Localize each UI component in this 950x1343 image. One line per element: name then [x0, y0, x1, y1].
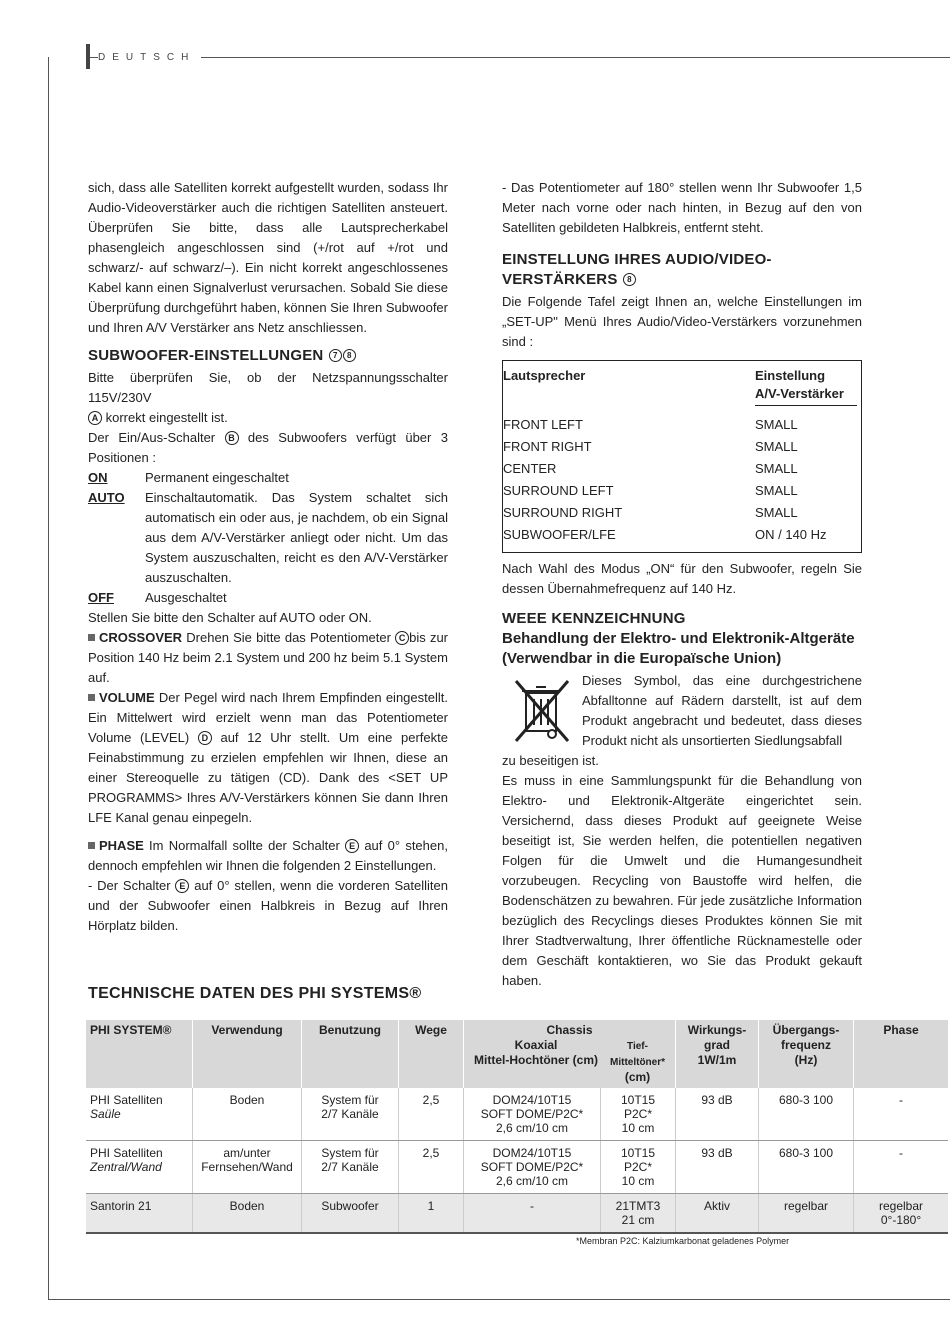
mark-e: E	[345, 839, 359, 853]
crossover-text-2: bis zur Position 140 Hz beim 2.1 System und 200 hz beim 5.1 System auf.	[88, 630, 449, 685]
settings-speaker: FRONT RIGHT	[503, 439, 592, 454]
th-use: Verwendung	[193, 1020, 302, 1088]
cell-system	[86, 1194, 193, 1234]
mark-e: E	[175, 879, 189, 893]
crossover-text: Drehen Sie bitte das Potentiometer	[186, 630, 391, 645]
woofer-2: P2C*	[623, 1160, 652, 1174]
woofer-1: 21TMT3	[615, 1199, 661, 1213]
th-crossover-3: (Hz)	[794, 1053, 818, 1067]
th-efficiency	[676, 1020, 759, 1088]
th-woofer	[604, 1038, 671, 1085]
cell-coax	[464, 1088, 601, 1141]
settings-value: ON / 140 Hz	[755, 527, 827, 542]
cell-phase	[854, 1194, 949, 1234]
settings-speaker: SURROUND RIGHT	[503, 505, 623, 520]
settings-table	[502, 360, 862, 553]
cell-efficiency: 93 dB	[676, 1088, 759, 1141]
cell-crossover: 680-3 100	[759, 1088, 854, 1141]
coax-2: SOFT DOME/P2C*	[480, 1160, 584, 1174]
coax-3: 2,6 cm/10 cm	[495, 1174, 569, 1188]
system-sub: Saüle	[90, 1107, 121, 1121]
settings-row	[503, 502, 861, 524]
mode-text: Permanent eingeschaltet	[145, 470, 289, 485]
settings-header-setting-1: Einstellung	[755, 368, 826, 383]
settings-row	[503, 414, 861, 436]
coax-3: 2,6 cm/10 cm	[495, 1121, 569, 1135]
tech-row	[86, 1141, 948, 1194]
left-column	[88, 178, 448, 936]
th-efficiency-2: grad	[703, 1038, 730, 1052]
cell-phase	[854, 1088, 949, 1141]
use-1: Boden	[229, 1093, 265, 1107]
cell-usage: Subwoofer	[302, 1194, 399, 1234]
av-heading	[502, 250, 862, 290]
voltage-text-2: korrekt eingestellt ist.	[105, 410, 228, 425]
right-column	[502, 178, 862, 991]
cell-use	[193, 1141, 302, 1194]
cell-coax	[464, 1141, 601, 1194]
th-chassis-title: Chassis	[546, 1023, 593, 1037]
header-marker	[86, 44, 90, 69]
th-woofer-1: Tief-Mitteltöner*	[610, 1041, 665, 1068]
settings-row	[503, 436, 861, 458]
coax-1: DOM24/10T15	[492, 1093, 572, 1107]
settings-speaker: FRONT LEFT	[503, 417, 583, 432]
use-2: Fernsehen/Wand	[201, 1160, 293, 1174]
subwoofer-heading	[88, 346, 448, 366]
av-paragraph: Die Folgende Tafel zeigt Ihnen an, welche Einstellungen im „SET-UP" Menü Ihres Audio/Video-Verstärkers vorzunehmen sind :	[502, 294, 862, 349]
phase-text: Im Normalfall sollte der Schalter	[149, 838, 340, 853]
intro-paragraph: sich, dass alle Satelliten korrekt aufgestellt wurden, sodass Ihr Audio-Videoverstärker auch die richtigen Satelliten ansteuert. Überprüfen Sie bitte, dass alle Lautsprecherkabel phasengleich angeschlossen sind (+/rot auf +/rot und schwarz/- auf schwarz/–). Ein nicht korrekt angeschlossenes Kabel kann einen Signalverlust verursachen. Sobald Sie diese Überprüfung durchgeführt haben, können Sie Ihren Subwoofer und Ihren A/V Verstärker ans Netz anschliessen.	[88, 180, 448, 335]
ref-mark-8: 8	[623, 273, 636, 286]
mode-off	[88, 588, 448, 608]
crossover-paragraph	[88, 628, 448, 688]
bullet-square	[88, 634, 95, 641]
settings-value: SMALL	[755, 439, 798, 454]
settings-header	[503, 367, 861, 403]
woofer-2: 21 cm	[621, 1213, 655, 1227]
cell-efficiency: Aktiv	[676, 1194, 759, 1234]
crossover-label: CROSSOVER	[99, 630, 183, 645]
mode-on	[88, 468, 448, 488]
use-1: am/unter	[223, 1146, 271, 1160]
weee-subheading: Behandlung der Elektro- und Elektronik-Altgeräte (Verwendbar in die Europaïsche Union)	[502, 630, 855, 667]
weee-heading: WEEE KENNZEICHNUNG	[502, 610, 686, 627]
cell-crossover: 680-3 100	[759, 1141, 854, 1194]
crossed-bin-icon	[502, 671, 582, 751]
language-label: DEUTSCH	[98, 52, 201, 63]
tech-row	[86, 1088, 948, 1141]
weee-block	[502, 671, 862, 751]
th-woofer-2: (cm)	[624, 1070, 651, 1084]
system-sub: Zentral/Wand	[90, 1160, 162, 1174]
switch-text: Der Ein/Aus-Schalter	[88, 430, 216, 445]
tech-table	[86, 1020, 948, 1234]
page-frame-bottom	[48, 1299, 950, 1300]
ref-mark-8: 8	[343, 349, 356, 362]
settings-speaker: SUBWOOFER/LFE	[503, 527, 616, 542]
switch-text-2: des Subwoofers verfügt über 3 Positionen :	[88, 430, 448, 465]
th-ways: Wege	[399, 1020, 464, 1088]
switch-paragraph	[88, 428, 448, 468]
th-coax-1: Koaxial	[514, 1038, 558, 1052]
th-crossover-2: frequenz	[780, 1038, 831, 1052]
settings-row	[503, 480, 861, 502]
cell-crossover: regelbar	[759, 1194, 854, 1234]
cell-woofer	[601, 1194, 676, 1234]
usage-2: 2/7 Kanäle	[321, 1160, 379, 1174]
voltage-text: Bitte überprüfen Sie, ob der Netzspannungsschalter 115V/230V	[88, 370, 448, 405]
subwoofer-mode-note: Nach Wahl des Modus „ON“ für den Subwoofer, regeln Sie dessen Übernahmefrequenz auf 140 Hz.	[502, 561, 862, 596]
settings-row	[503, 524, 861, 546]
phase-paragraph-2	[88, 876, 448, 936]
volume-text: Der Pegel wird nach Ihrem Empfinden eingestellt. Ein Mittelwert wird erzielt wenn man das Potentiometer Volume (LEVEL)	[88, 690, 448, 745]
cell-coax: -	[464, 1194, 601, 1234]
th-system: PHI SYSTEM®	[86, 1020, 193, 1088]
usage-1: System für	[321, 1146, 379, 1160]
coax-1: DOM24/10T15	[492, 1146, 572, 1160]
phase-2: 0°-180°	[880, 1213, 922, 1227]
settings-header-setting	[755, 367, 861, 403]
bullet-square	[88, 842, 95, 849]
cell-woofer	[601, 1141, 676, 1194]
weee-paragraph: Es muss in eine Sammlungspunkt für die Behandlung von Elektro- und Elektronik-Altgeräte eingerichtet sein. Versichernd, dass dieses Produkt auf geeignete Weise beseitigt ist, Sie werden helfen, die potentiellen negativen Folgen für die Umwelt und die Humangesundheit vorzubeugen. Recycling von Baustoffe wird helfen, die Bodenschätzen zu bewahren. Für jede zusätzliche Information bezüglich des Recyclings dieses Produktes können Sie mit Ihrer Stadtverwaltung, Ihrer öffentliche Rücknamestelle oder dem Geschäft kontaktieren, wo Sie das Produkt gekauft haben.	[502, 773, 862, 988]
av-heading-text: EINSTELLUNG IHRES AUDIO/VIDEO-VERSTÄRKERS	[502, 251, 772, 288]
tech-header-row	[86, 1020, 948, 1088]
phase-text-4: auf 0° stellen, wenn die vorderen Satelliten und der Subwoofer einen Halbkreis in Bezug auf Ihren Hörplatz bilden.	[88, 878, 448, 933]
weee-symbol-text: Dieses Symbol, das eine durchgestrichene Abfalltonne auf Rädern darstellt, ist auf dem Produkt angebracht und bedeutet, dass dieses Produkt nicht als unsortierten Siedlungsabfall	[582, 673, 862, 748]
tech-row	[86, 1194, 948, 1234]
mode-key: AUTO	[88, 490, 125, 505]
th-chassis-sub	[468, 1038, 671, 1085]
mode-text: Ausgeschaltet	[145, 590, 227, 605]
phase-text-2: auf 0° stehen, dennoch empfehlen wir Ihnen die folgenden 2 Einstellungen.	[88, 838, 448, 873]
cell-use	[193, 1088, 302, 1141]
settings-header-setting-2: A/V-Verstärker	[755, 386, 844, 401]
page-frame-top	[86, 57, 950, 58]
usage-1: System für	[321, 1093, 379, 1107]
settings-value: SMALL	[755, 505, 798, 520]
th-chassis	[464, 1020, 676, 1088]
subwoofer-heading-text: SUBWOOFER-EINSTELLUNGEN	[88, 347, 324, 364]
page-frame-left	[48, 57, 49, 1300]
phase-1: -	[899, 1093, 903, 1107]
mark-a: A	[88, 411, 102, 425]
weee-symbol-text-2: zu beseitigen ist.	[502, 753, 599, 768]
cell-usage	[302, 1088, 399, 1141]
th-crossover-1: Übergangs-	[772, 1023, 840, 1037]
cell-ways: 2,5	[399, 1088, 464, 1141]
cell-ways: 2,5	[399, 1141, 464, 1194]
woofer-2: P2C*	[623, 1107, 652, 1121]
th-efficiency-3: 1W/1m	[697, 1053, 737, 1067]
settings-value: SMALL	[755, 483, 798, 498]
phase-paragraph	[88, 836, 448, 876]
phase-text-3: - Der Schalter	[88, 878, 171, 893]
phase-label: PHASE	[99, 838, 144, 853]
th-crossover	[759, 1020, 854, 1088]
mode-auto	[88, 488, 448, 588]
cell-system	[86, 1088, 193, 1141]
settings-speaker: CENTER	[503, 461, 557, 476]
volume-label: VOLUME	[99, 690, 155, 705]
system-name: PHI Satelliten	[90, 1146, 163, 1160]
mode-key: OFF	[88, 590, 114, 605]
woofer-1: 10T15	[620, 1146, 656, 1160]
bullet-square	[88, 694, 95, 701]
cell-efficiency: 93 dB	[676, 1141, 759, 1194]
cell-phase	[854, 1141, 949, 1194]
woofer-3: 10 cm	[621, 1174, 655, 1188]
switch-recommendation: Stellen Sie bitte den Schalter auf AUTO oder ON.	[88, 610, 372, 625]
woofer-1: 10T15	[620, 1093, 656, 1107]
voltage-paragraph	[88, 368, 448, 428]
cell-system	[86, 1141, 193, 1194]
potentiometer-paragraph: - Das Potentiometer auf 180° stellen wenn Ihr Subwoofer 1,5 Meter nach vorne oder nach hinten, in Bezug auf den von Satelliten gebildeten Halbkreis, entfernt steht.	[502, 180, 862, 235]
phase-1: regelbar	[878, 1199, 924, 1213]
woofer-3: 10 cm	[621, 1121, 655, 1135]
th-phase: Phase	[854, 1020, 949, 1088]
th-coax	[468, 1038, 604, 1085]
settings-row	[503, 458, 861, 480]
system-name: PHI Satelliten	[90, 1093, 163, 1107]
mode-text: Einschaltautomatik. Das System schaltet sich automatisch ein oder aus, je nachdem, ob ein Signal aus dem A/V-Verstärker anliegt oder nicht. Um das System auszuschalten, reicht es den A/V-Verstärker auszuschalten.	[145, 490, 448, 585]
mark-c: C	[395, 631, 409, 645]
settings-divider	[755, 405, 857, 406]
phase-1: -	[899, 1146, 903, 1160]
cell-usage	[302, 1141, 399, 1194]
footnote: *Membran P2C: Kalziumkarbonat geladenes Polymer	[576, 1236, 790, 1246]
usage-2: 2/7 Kanäle	[321, 1107, 379, 1121]
mark-d: D	[198, 731, 212, 745]
settings-value: SMALL	[755, 417, 798, 432]
coax-2: SOFT DOME/P2C*	[480, 1107, 584, 1121]
tech-title: TECHNISCHE DATEN DES PHI SYSTEMS®	[88, 985, 422, 1002]
th-efficiency-1: Wirkungs-	[687, 1023, 747, 1037]
cell-ways: 1	[399, 1194, 464, 1234]
volume-paragraph	[88, 688, 448, 828]
settings-value: SMALL	[755, 461, 798, 476]
settings-speaker: SURROUND LEFT	[503, 483, 614, 498]
th-usage: Benutzung	[302, 1020, 399, 1088]
cell-woofer	[601, 1088, 676, 1141]
system-name: Santorin 21	[90, 1199, 152, 1213]
th-coax-2: Mittel-Hochtöner (cm)	[474, 1053, 598, 1067]
settings-header-speaker: Lautsprecher	[503, 368, 586, 383]
cell-use: Boden	[193, 1194, 302, 1234]
ref-mark-7: 7	[329, 349, 342, 362]
mode-key: ON	[88, 470, 108, 485]
volume-text-2: auf 12 Uhr stellt. Um eine perfekte Feinabstimmung zu erzielen empfehlen wir Ihnen, diese an einer Stereoquelle zu tätigen (CD). Dank des <SET UP PROGRAMMS> Ihres A/V-Verstärkers können Sie dann Ihren LFE Kanal genau einpegeln.	[88, 730, 448, 825]
mark-b: B	[225, 431, 239, 445]
